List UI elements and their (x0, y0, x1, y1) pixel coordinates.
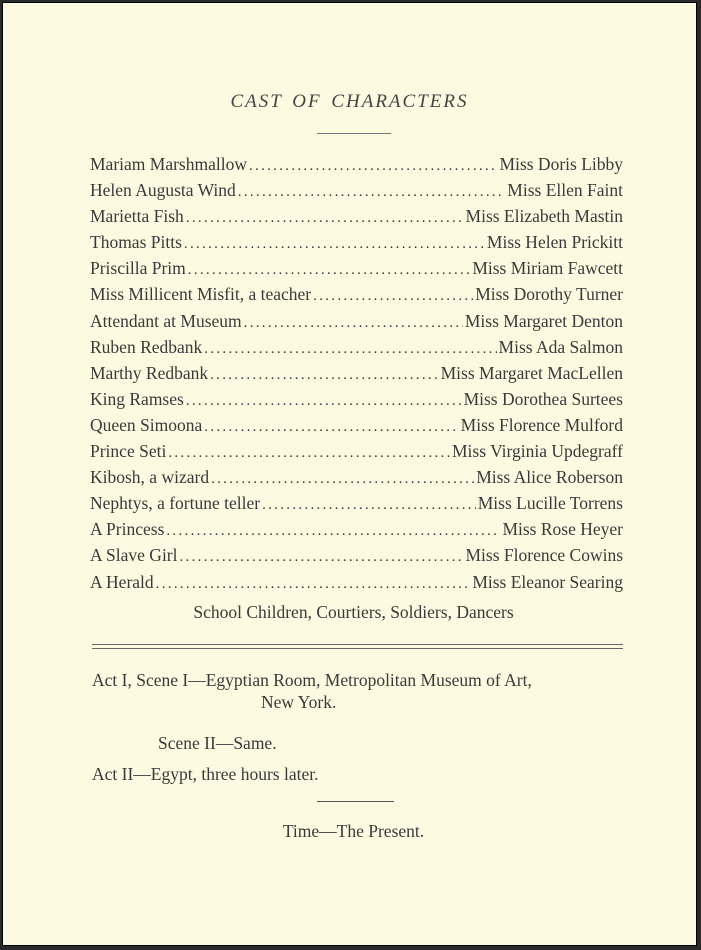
character-name: Miss Millicent Misfit, a teacher (90, 284, 312, 305)
actor-name: Miss Dorothy Turner (475, 284, 623, 305)
dot-leader (180, 549, 464, 566)
cast-row (90, 441, 623, 467)
cast-row (90, 467, 623, 493)
cast-row (90, 232, 623, 258)
character-name: Ruben Redbank (90, 336, 203, 357)
dot-leader (166, 523, 500, 540)
actor-name: Miss Dorothea Surtees (463, 388, 623, 409)
actor-name: Miss Ellen Faint (507, 180, 623, 201)
cast-list (90, 154, 623, 598)
dot-leader (184, 236, 485, 253)
character-name: Attendant at Museum (90, 310, 242, 331)
actor-name: Miss Doris Libby (499, 154, 623, 174)
cast-row (90, 206, 623, 232)
page-title: CAST OF CHARACTERS (230, 91, 469, 112)
dot-leader (204, 419, 458, 436)
actor-name: Miss Ada Salmon (498, 336, 623, 357)
character-name: King Ramses (90, 388, 184, 409)
act1-setting: Act I, Scene I—Egyptian Room, Metropolitan Museum of Art, (92, 670, 532, 690)
actor-name: Miss Miriam Fawcett (472, 258, 623, 279)
cast-row (90, 154, 623, 180)
character-name: Helen Augusta Wind (90, 180, 236, 201)
ensemble-line: School Children, Courtiers, Soldiers, Dancers (193, 602, 514, 622)
character-name: A Princess (90, 519, 165, 540)
cast-row (90, 311, 623, 337)
time-line: Time—The Present. (282, 821, 425, 841)
character-name: A Herald (90, 571, 154, 592)
character-name: Mariam Marshmallow (90, 154, 247, 174)
scene2-setting: Scene II—Same. (158, 733, 277, 753)
character-name: Kibosh, a wizard (90, 467, 210, 488)
dot-leader (210, 367, 438, 384)
actor-name: Miss Eleanor Searing (472, 571, 623, 592)
cast-row (90, 415, 623, 441)
dot-leader (211, 471, 474, 488)
dot-leader (156, 576, 471, 593)
actor-name: Miss Helen Prickitt (486, 232, 623, 253)
program-page (2, 2, 697, 946)
actor-name: Miss Lucille Torrens (477, 493, 623, 514)
character-name: Queen Simoona (90, 414, 203, 435)
actor-name: Miss Margaret Denton (464, 310, 623, 331)
cast-row (90, 572, 623, 598)
character-name: Priscilla Prim (90, 258, 186, 279)
actor-name: Miss Alice Roberson (476, 467, 623, 488)
actor-name: Miss Florence Mulford (460, 414, 623, 435)
section-divider-bottom (92, 648, 623, 649)
act2-setting: Act II—Egypt, three hours later. (92, 764, 319, 784)
cast-row (90, 258, 623, 284)
dot-leader (204, 341, 496, 358)
actor-name: Miss Virginia Updegraff (451, 441, 623, 462)
cast-row (90, 180, 623, 206)
actor-name: Miss Rose Heyer (502, 519, 623, 540)
cast-row (90, 337, 623, 363)
dot-leader (244, 315, 463, 332)
character-name: Marietta Fish (90, 206, 184, 227)
section-divider-top (92, 644, 623, 645)
character-name: Prince Seti (90, 441, 167, 462)
cast-row (90, 493, 623, 519)
actor-name: Miss Margaret MacLellen (440, 362, 623, 383)
dot-leader (186, 393, 462, 410)
actor-name: Miss Elizabeth Mastin (465, 206, 623, 227)
cast-row (90, 519, 623, 545)
cast-row (90, 389, 623, 415)
dot-leader (186, 210, 464, 227)
cast-row (90, 284, 623, 310)
dot-leader (188, 262, 471, 279)
character-name: Marthy Redbank (90, 362, 209, 383)
character-name: Thomas Pitts (90, 232, 182, 253)
title-divider (317, 133, 391, 134)
act1-setting-continued: New York. (261, 692, 337, 712)
character-name: Nephtys, a fortune teller (90, 493, 261, 514)
dot-leader (238, 184, 506, 201)
dot-leader (262, 497, 476, 514)
cast-row (90, 545, 623, 571)
dot-leader (249, 158, 498, 175)
dot-leader (313, 288, 473, 305)
time-divider (317, 801, 394, 802)
actor-name: Miss Florence Cowins (465, 545, 623, 566)
cast-row (90, 363, 623, 389)
dot-leader (168, 445, 450, 462)
character-name: A Slave Girl (90, 545, 178, 566)
